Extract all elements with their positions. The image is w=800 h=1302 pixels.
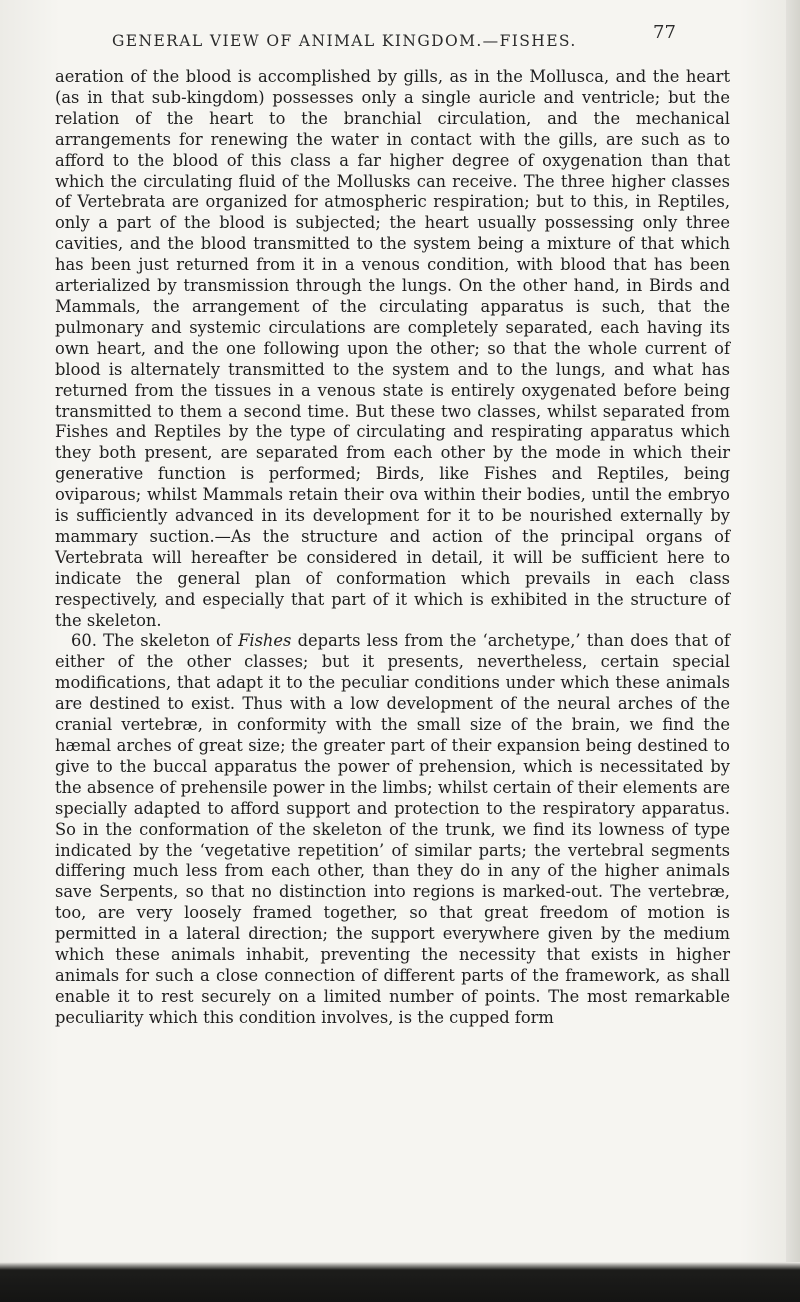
scan-bottom-edge bbox=[0, 1262, 800, 1302]
running-head: GENERAL VIEW OF ANIMAL KINGDOM.—FISHES. bbox=[112, 32, 577, 50]
section-number: 60. bbox=[71, 631, 97, 651]
paragraph-lead: The skeleton of bbox=[103, 631, 232, 651]
italic-term-fishes: Fishes bbox=[238, 631, 292, 651]
page-edge-shadow bbox=[786, 0, 800, 1302]
paragraph-skeleton bbox=[55, 631, 730, 1028]
body-text bbox=[55, 67, 730, 1029]
paragraph-body: departs less from the ‘archetype,’ than does that of either of the other classes; but it presents, nevertheless, certain special modifications, that adapt it to the peculiar conditions under which these animals are destined to exist. Thus with a low development of the neural arches of the cranial vertebræ, in conformity with the small size of the brain, we find the hæmal arches of great size; the greater part of their expansion being destined to give to the buccal apparatus the power of prehension, which is necessitated by the absence of prehensile power in the limbs; whilst certain of their elements are specially adapted to afford support and protection to the respiratory apparatus. So in the conformation of the skeleton of the trunk, we find its lowness of type indicated by the ‘vegetative repetition’ of similar parts; the vertebral segments differing much less from each other, than they do in any of the higher animals save Serpents, so that no distinction into regions is marked-out. The vertebræ, too, are very loosely framed together, so that great freedom of motion is permitted in a lateral direction; the support everywhere given by the medium which these animals inhabit, preventing the necessity that exists in higher animals for such a close connection of different parts of the framework, as shall enable it to rest securely on a limited number of points. The most remarkable peculiarity which this condition involves, is the cupped form bbox=[55, 631, 730, 1027]
page-header bbox=[100, 22, 786, 50]
page-number: 77 bbox=[653, 22, 676, 43]
paragraph-circulation: aeration of the blood is accomplished by gills, as in the Mollusca, and the heart (as in that sub-kingdom) possesses only a single auricle and ventricle; but the relation of the heart to the branchial circulation, and the mechanical arrangements for renewing the water in contact with the gills, are such as to afford to the blood of this class a far higher degree of oxygenation than that which the circulating fluid of the Mollusks can receive. The three higher classes of Vertebrata are organized for atmospheric respiration; but to this, in Reptiles, only a part of the blood is subjected; the heart usually possessing only three cavities, and the blood transmitted to the system being a mixture of that which has been just returned from it in a venous condition, with blood that has been arterialized by transmission through the lungs. On the other hand, in Birds and Mammals, the arrangement of the circulating apparatus is such, that the pulmonary and systemic circulations are completely separated, each having its own heart, and the one following upon the other; so that the whole current of blood is alternately transmitted to the system and to the lungs, and what has returned from the tissues in a venous state is entirely oxygenated before being transmitted to them a second time. But these two classes, whilst separated from Fishes and Reptiles by the type of circulating and respirating apparatus which they both present, are separated from each other by the mode in which their generative function is performed; Birds, like Fishes and Reptiles, being oviparous; whilst Mammals retain their ova within their bodies, until the embryo is sufficiently advanced in its development for it to be nourished externally by mammary suction.—As the structure and action of the principal organs of Vertebrata will hereafter be considered in detail, it will be sufficient here to indicate the general plan of conformation which prevails in each class respectively, and especially that part of it which is exhibited in the structure of the skeleton. bbox=[55, 67, 730, 630]
